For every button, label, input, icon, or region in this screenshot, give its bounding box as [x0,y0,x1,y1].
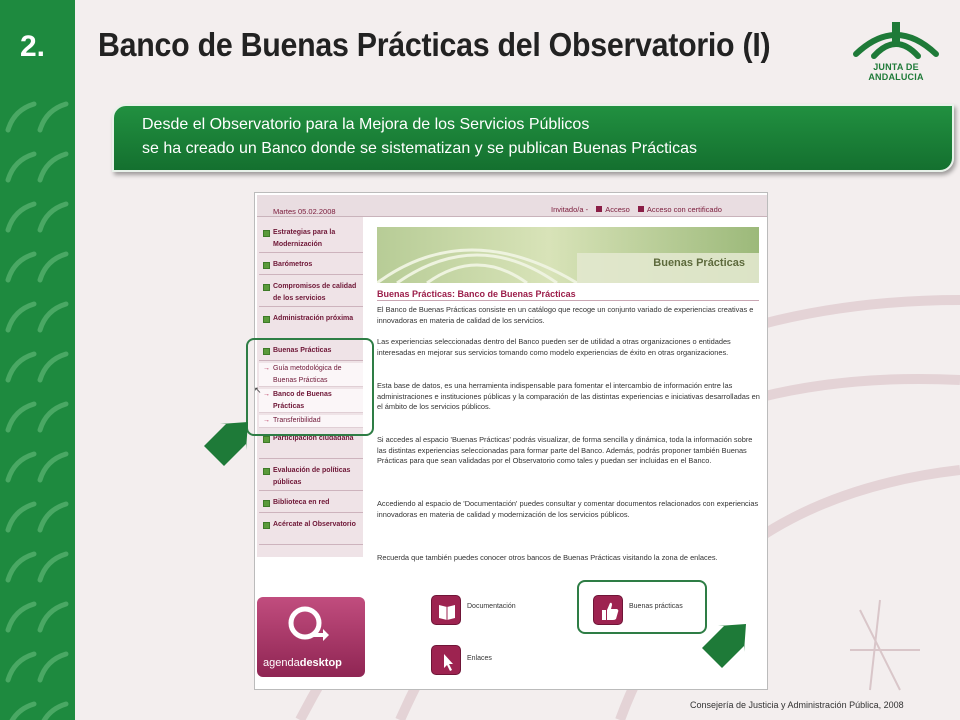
pointer-arrow-icon [196,418,252,474]
agenda-word: agenda [263,657,300,669]
menu-label: Evaluación de políticas públicas [273,467,351,486]
site-user-bar [551,205,722,214]
menu-item-evaluacion[interactable] [259,465,363,491]
banner-line-2: se ha creado un Banco donde se sistematizan y se publican Buenas Prácticas [142,140,697,157]
arrow-right-icon: → [263,417,270,424]
agenda-logo-icon [257,597,365,657]
menu-item-participacion[interactable] [259,433,363,459]
page-heading: Buenas Prácticas: Banco de Buenas Prácticas [377,289,576,299]
menu-label: Participación ciudadana [273,435,354,442]
paragraph: Accediendo al espacio de 'Documentación' puedes consultar y comentar documentos relacionados con experiencias innovadoras en materia de calidad y modernización de los servicios públicos. [377,499,759,519]
user-label: Invitado/a - [551,205,589,214]
junta-logo [846,12,946,82]
menu-item-barometros[interactable] [259,259,363,275]
menu-label: Estrategias para la Modernización [273,229,336,248]
enlaces-link[interactable]: Enlaces [467,655,492,662]
arrow-right-icon: → [263,365,270,372]
site-date: Martes 05.02.2008 [273,207,336,216]
highlight-submenu [246,338,374,436]
plus-icon [263,436,270,443]
left-decorative-strip [0,0,75,720]
plus-icon [263,284,270,291]
documentacion-link[interactable]: Documentación [467,603,516,610]
intro-banner [112,104,954,172]
arrow-right-icon: → [263,391,270,398]
slide-title: Banco de Buenas Prácticas del Observatorio (I) [98,26,771,63]
submenu-label: Banco de Buenas Prácticas [273,391,332,410]
slide-number: 2. [20,30,46,63]
paragraph: Recuerda que también puedes conocer otros bancos de Buenas Prácticas visitando la zona de enlaces. [377,553,718,562]
menu-label: Administración próxima [273,315,354,322]
mouse-cursor-icon: ↖ [254,385,262,395]
login-link[interactable]: Acceso [605,205,630,214]
site-top-bar [257,195,767,217]
pointer-arrow-icon [694,620,750,676]
documentacion-icon[interactable] [431,595,461,625]
agenda-text [263,657,342,669]
buenas-practicas-link[interactable]: Buenas prácticas [629,603,683,610]
submenu-label: Guía metodológica de Buenas Prácticas [273,365,342,384]
menu-label: Barómetros [273,261,313,268]
menu-item-biblioteca[interactable] [259,497,363,513]
paragraph: Si accedes al espacio 'Buenas Prácticas' podrás visualizar, de forma sencilla y dinámica, toda la información sobre las distintas experiencias seleccionadas para formar parte del Banco. Además, podrás proponer también Buenas Prácticas para que sean validadas por el Observatorio como tales y puedan ser incluidas en el Banco. [377,435,753,465]
agenda-desktop-banner[interactable] [257,597,365,677]
menu-label: Compromisos de calidad de los servicios [273,283,357,302]
plus-icon [263,230,270,237]
login-cert-link[interactable]: Acceso con certificado [646,205,722,214]
paragraph: Esta base de datos, es una herramienta indispensable para fomentar el intercambio de información entre las administraciones e instituciones públicas y la comparación de las distintas experiencias e iniciativas desarrolladas en el ámbito de los servicios públicos. [377,381,760,411]
enlaces-icon[interactable] [431,645,461,675]
plus-icon [263,316,270,323]
menu-item-administracion[interactable] [259,313,363,339]
menu-label: Buenas Prácticas [273,347,332,354]
plus-icon [263,500,270,507]
hero-label: Buenas Prácticas [653,257,745,269]
menu-item-estrategias[interactable] [259,227,363,253]
buenas-practicas-banner [377,227,759,283]
plus-icon [263,468,270,475]
highlight-buenas-practicas [577,580,707,634]
desktop-word: desktop [299,657,342,669]
login-cert-bullet-icon [638,206,644,212]
plus-icon [263,522,270,529]
menu-item-compromisos[interactable] [259,281,363,307]
login-bullet-icon [596,206,602,212]
submenu-label: Transferibilidad [273,417,321,424]
footer-credit: Consejería de Justicia y Administración Pública, 2008 [690,700,904,710]
paragraph: Las experiencias seleccionadas dentro del Banco pueden ser de utilidad a otras organizaciones o entidades interesadas en mejorar sus servicios tomando como modelo experiencias de éxito en otras organizaciones. [377,337,731,357]
menu-label: Biblioteca en red [273,499,330,506]
junta-emblem-icon [846,12,946,62]
menu-label: Acércate al Observatorio [273,521,356,528]
paragraph: El Banco de Buenas Prácticas consiste en un catálogo que recoge un conjunto variado de experiencias creativas e innovadoras en materia de calidad de los servicios. [377,305,754,325]
plus-icon [263,262,270,269]
banner-line-1: Desde el Observatorio para la Mejora de los Servicios Públicos [142,116,590,133]
menu-item-acercate[interactable] [259,519,363,545]
logo-text: JUNTA DE ANDALUCIA [868,62,924,82]
heading-divider [377,300,759,301]
